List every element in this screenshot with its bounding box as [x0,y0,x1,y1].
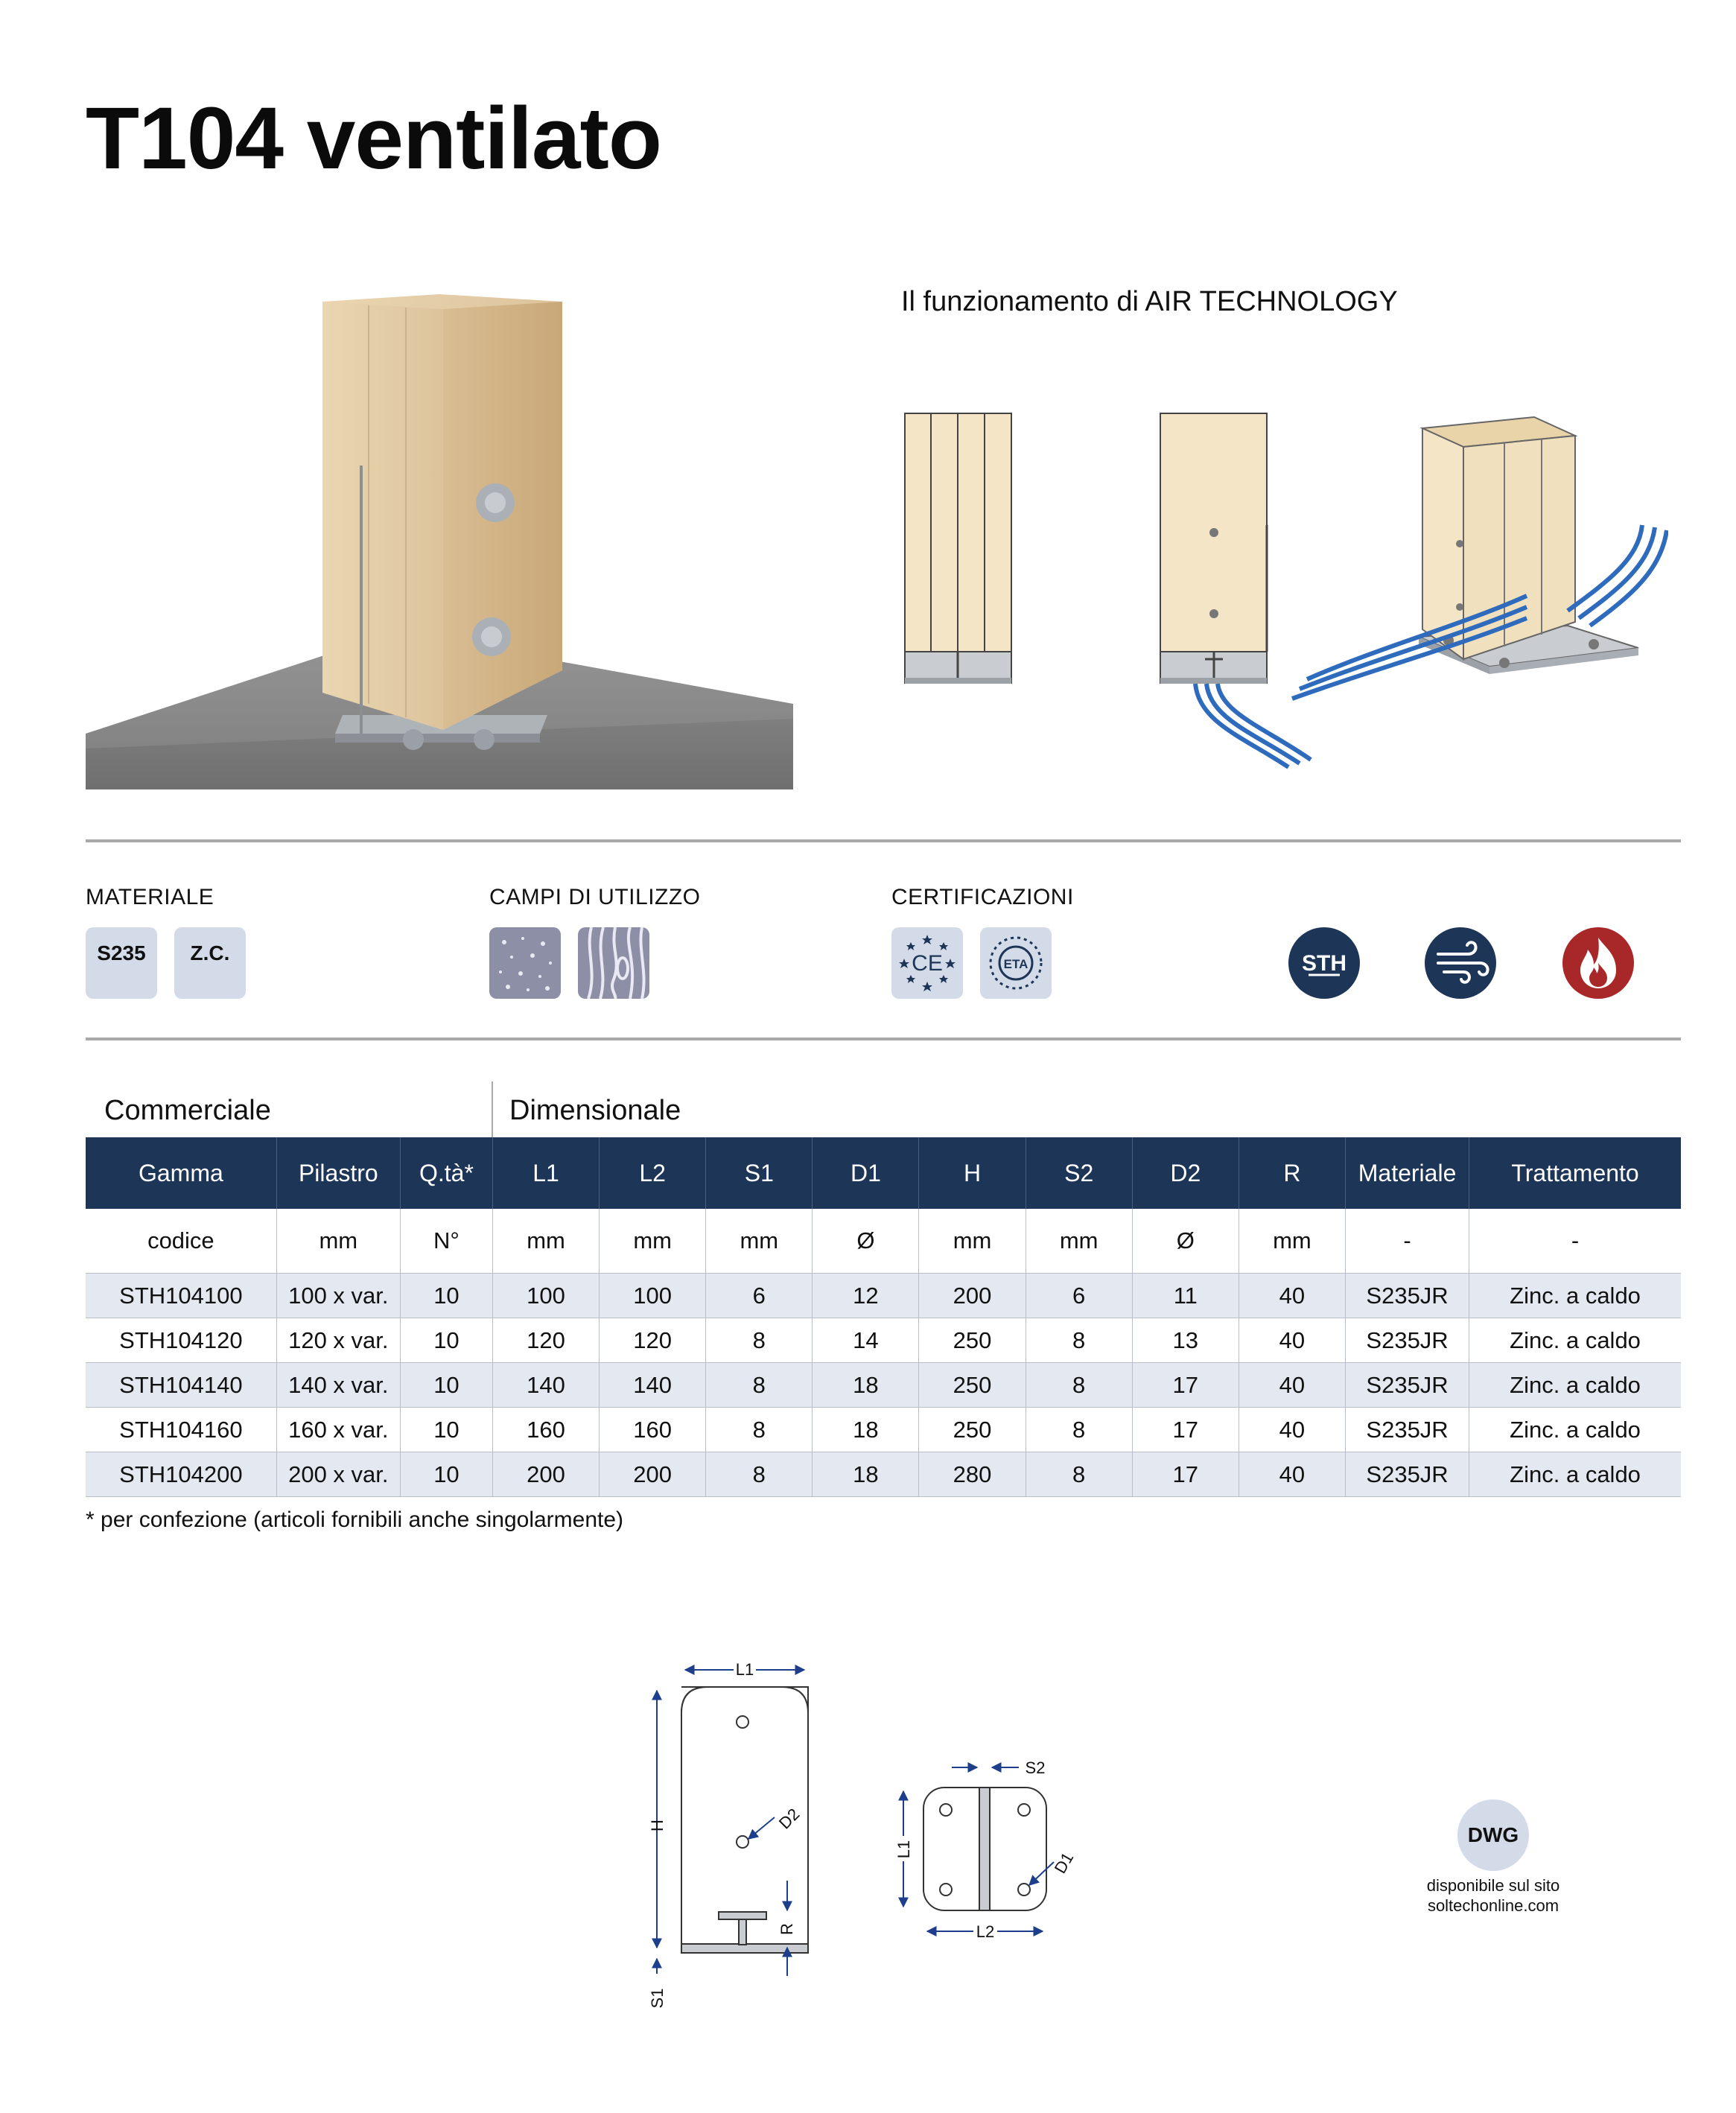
svg-text:R: R [778,1923,796,1935]
table-cell: 40 [1239,1452,1345,1497]
svg-text:D2: D2 [775,1804,804,1833]
header-cell: D1 [813,1137,919,1209]
header-cell: H [919,1137,1026,1209]
table-cell: 40 [1239,1318,1345,1363]
divider-bottom [86,1038,1681,1040]
table-cell: 40 [1239,1363,1345,1408]
unit-cell: mm [1239,1209,1345,1274]
table-cell: 17 [1132,1408,1239,1452]
product-photo [86,287,793,789]
table-cell: 200 [492,1452,599,1497]
table-cell: 120 [492,1318,599,1363]
svg-text:L1: L1 [894,1840,913,1859]
table-row [86,1408,1681,1452]
table-cell: 8 [1026,1452,1132,1497]
table-cell: Zinc. a caldo [1469,1408,1681,1452]
table-cell: 18 [813,1452,919,1497]
table-cell: 40 [1239,1274,1345,1318]
dwg-line-1: disponibile sul sito [1426,1876,1560,1895]
table-cell: 140 x var. [276,1363,400,1408]
unit-cell: - [1469,1209,1681,1274]
unit-cell: mm [600,1209,706,1274]
header-cell: S2 [1026,1137,1132,1209]
unit-cell: mm [919,1209,1026,1274]
table-cell: Zinc. a caldo [1469,1318,1681,1363]
table-cell: Zinc. a caldo [1469,1452,1681,1497]
table-cell: 8 [706,1318,813,1363]
table-row [86,1318,1681,1363]
materiale-label: MATERIALE [86,885,214,909]
fire-icon [1562,927,1634,999]
table-cell: 120 x var. [276,1318,400,1363]
unit-cell: Ø [813,1209,919,1274]
table-cell: 14 [813,1318,919,1363]
dwg-availability-text [1385,1875,1601,1916]
svg-text:D1: D1 [1050,1849,1078,1877]
table-cell: 8 [1026,1318,1132,1363]
ce-mark-icon [891,927,963,999]
table-cell: 140 [492,1363,599,1408]
table-cell: 120 [600,1318,706,1363]
table-cell: 8 [1026,1408,1132,1452]
table-cell: 200 x var. [276,1452,400,1497]
header-cell: Gamma [86,1137,276,1209]
table-cell: 8 [706,1452,813,1497]
table-cell: 250 [919,1363,1026,1408]
table-cell: 160 x var. [276,1408,400,1452]
table-header-row [86,1137,1681,1209]
svg-text:STH: STH [1302,951,1346,976]
page-title: T104 ventilato [86,89,661,188]
unit-cell: N° [400,1209,492,1274]
sth-logo-icon [1288,927,1360,999]
table-cell: 100 [492,1274,599,1318]
svg-text:ETA: ETA [1003,957,1028,971]
table-cell: 100 [600,1274,706,1318]
header-cell: Q.tà* [400,1137,492,1209]
table-cell: 6 [1026,1274,1132,1318]
dwg-download-button[interactable]: DWG [1457,1799,1529,1871]
unit-cell: Ø [1132,1209,1239,1274]
unit-cell: mm [492,1209,599,1274]
table-cell: STH104140 [86,1363,276,1408]
table-cell: 8 [706,1408,813,1452]
table-cell: 280 [919,1452,1026,1497]
header-cell: S1 [706,1137,813,1209]
table-cell: 10 [400,1318,492,1363]
table-cell: S235JR [1345,1363,1469,1408]
unit-cell: codice [86,1209,276,1274]
table-units-row [86,1209,1681,1274]
table-row [86,1274,1681,1318]
table-cell: 160 [492,1408,599,1452]
svg-text:S1: S1 [648,1988,667,2009]
header-cell: R [1239,1137,1345,1209]
table-cell: 17 [1132,1363,1239,1408]
svg-text:S2: S2 [1025,1758,1046,1777]
table-cell: 13 [1132,1318,1239,1363]
table-cell: STH104120 [86,1318,276,1363]
table-cell: 8 [1026,1363,1132,1408]
table-cell: 11 [1132,1274,1239,1318]
dwg-site-link[interactable]: soltechonline.com [1427,1896,1559,1915]
header-cell: D2 [1132,1137,1239,1209]
table-cell: 8 [706,1363,813,1408]
air-technology-diagram [894,372,1668,775]
table-cell: S235JR [1345,1318,1469,1363]
table-cell: 140 [600,1363,706,1408]
table-cell: S235JR [1345,1274,1469,1318]
table-cell: 6 [706,1274,813,1318]
table-row [86,1363,1681,1408]
header-cell: Materiale [1345,1137,1469,1209]
header-cell: L1 [492,1137,599,1209]
unit-cell: mm [276,1209,400,1274]
table-cell: 100 x var. [276,1274,400,1318]
table-cell: 10 [400,1408,492,1452]
table-cell: 40 [1239,1408,1345,1452]
unit-cell: mm [706,1209,813,1274]
table-cell: 200 [600,1452,706,1497]
concrete-icon [489,927,561,999]
table-cell: Zinc. a caldo [1469,1363,1681,1408]
table-cell: 10 [400,1274,492,1318]
certificazioni-label: CERTIFICAZIONI [891,885,1074,909]
table-cell: 10 [400,1363,492,1408]
header-cell: L2 [600,1137,706,1209]
table-cell: S235JR [1345,1452,1469,1497]
table-cell: 18 [813,1363,919,1408]
table-cell: S235JR [1345,1408,1469,1452]
air-flow-icon [1425,927,1496,999]
group-commerciale: Commerciale [104,1095,271,1126]
svg-text:CE: CE [912,951,943,976]
svg-text:L2: L2 [976,1922,995,1941]
table-cell: STH104100 [86,1274,276,1318]
table-cell: 17 [1132,1452,1239,1497]
unit-cell: - [1345,1209,1469,1274]
divider-top [86,839,1681,842]
footnote: * per confezione (articoli fornibili anche singolarmente) [86,1507,624,1532]
material-badge-zc: Z.C. [174,927,246,999]
table-cell: 250 [919,1408,1026,1452]
technical-drawing [640,1650,1102,2022]
svg-text:H: H [648,1820,667,1831]
campi-label: CAMPI DI UTILIZZO [489,885,701,909]
table-cell: 12 [813,1274,919,1318]
table-cell: 250 [919,1318,1026,1363]
table-group-divider [492,1081,493,1137]
group-dimensionale: Dimensionale [509,1095,681,1126]
air-technology-title: Il funzionamento di AIR TECHNOLOGY [901,286,1398,317]
svg-text:L1: L1 [735,1660,754,1679]
unit-cell: mm [1026,1209,1132,1274]
wood-grain-icon [578,927,649,999]
header-cell: Trattamento [1469,1137,1681,1209]
table-cell: STH104160 [86,1408,276,1452]
header-cell: Pilastro [276,1137,400,1209]
table-cell: 200 [919,1274,1026,1318]
table-cell: STH104200 [86,1452,276,1497]
material-badge-s235: S235 [86,927,157,999]
table-cell: 10 [400,1452,492,1497]
spec-table [86,1137,1681,1497]
table-cell: Zinc. a caldo [1469,1274,1681,1318]
table-cell: 18 [813,1408,919,1452]
eta-mark-icon [980,927,1052,999]
table-cell: 160 [600,1408,706,1452]
table-row [86,1452,1681,1497]
